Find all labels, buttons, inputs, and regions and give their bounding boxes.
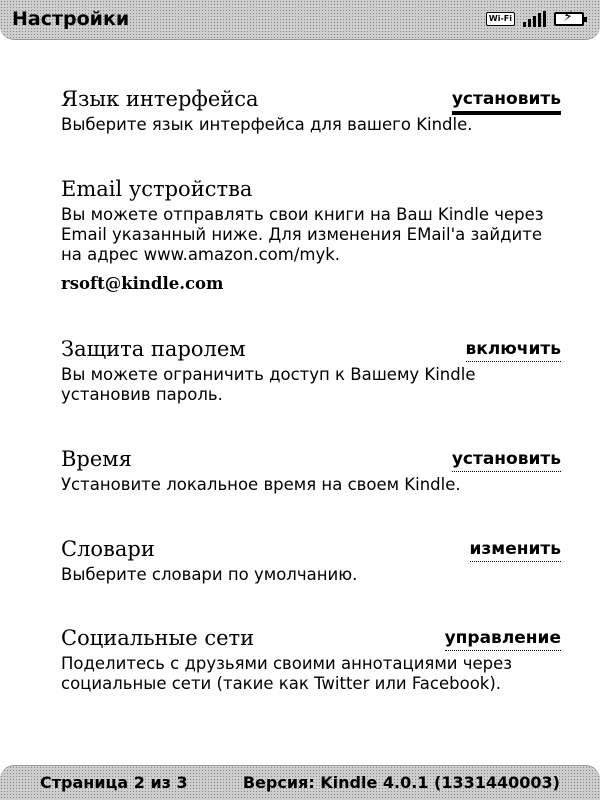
section-password-protection [61,336,561,405]
section-title: Email устройства [61,177,253,201]
section-interface-language [61,86,561,135]
manage-social-link[interactable]: управление [445,627,561,651]
set-time-link[interactable]: установить [452,448,561,472]
section-title: Язык интерфейса [61,87,259,111]
signal-bars-icon [523,11,546,27]
bottom-status-bar [0,765,600,800]
section-description: Выберите словари по умолчанию. [61,565,358,584]
section-dictionaries [61,536,561,585]
page-indicator: Страница 2 из 3 [40,773,188,792]
section-description: Вы можете ограничить доступ к Вашему Kindle установив пароль. [61,365,476,404]
version-info: Версия: Kindle 4.0.1 (1331440003) [242,773,560,792]
section-title: Время [61,447,132,471]
section-title: Социальные сети [61,626,255,650]
status-icons [486,9,584,29]
section-title: Словари [61,537,155,561]
device-email-value: rsoft@kindle.com [61,274,224,293]
section-title: Защита паролем [61,337,246,361]
set-language-link[interactable]: установить [452,88,561,115]
page-title: Настройки [12,8,130,30]
enable-password-link[interactable]: включить [466,338,561,362]
top-status-bar [0,0,600,40]
section-time [61,446,561,495]
battery-charging-icon: ⚡ [554,12,584,26]
section-description: Выберите язык интерфейса для вашего Kindle. [61,115,473,134]
change-dictionary-link[interactable]: изменить [470,538,561,562]
section-description: Поделитесь с друзьями своими аннотациями через социальные сети (такие как Twitter или Facebook). [61,654,513,693]
section-description: Установите локальное время на своем Kindle. [61,475,461,494]
section-description: Вы можете отправлять свои книги на Ваш Kindle через Email указанный ниже. Для изменения EMail'a зайдите на адрес www.amazon.com/myk. [61,205,544,264]
section-device-email [61,176,561,293]
section-social-networks [61,625,561,694]
wifi-icon: Wi-Fi [486,12,515,26]
